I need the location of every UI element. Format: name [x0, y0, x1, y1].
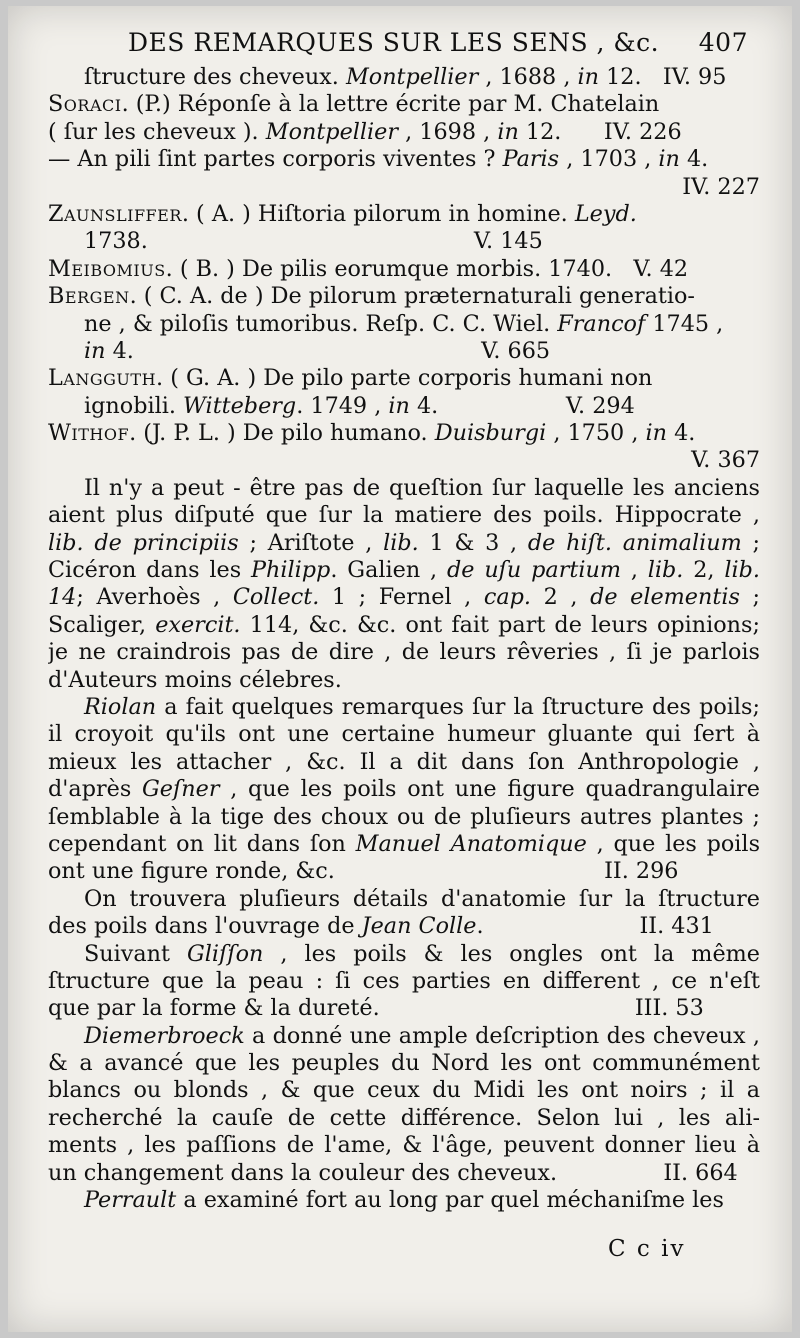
bibliography-line: [48, 420, 760, 447]
italic-text: cap.: [483, 584, 532, 611]
text-run: il croyoit qu'ils ont une certaine humeur gluante qui ſert à: [48, 721, 760, 748]
text-run: . ( B. ) De pilis eorumque morbis. 1740. V. 42: [165, 255, 689, 282]
text-run: . ( A. ) Hiſtoria pilorum in homine.: [181, 200, 575, 227]
text-run: a donné une ample deſcription des cheveux ,: [244, 1022, 760, 1049]
text-run: ſtructure des cheveux.: [84, 64, 346, 90]
text-run: . (J. P. L. ) De pilo humano.: [129, 420, 435, 447]
bibliography-line: [48, 119, 760, 146]
text-run: . ( C. A. de ) De pilorum præternaturali generatio-: [129, 283, 695, 310]
paragraph-line: [48, 804, 760, 831]
italic-text: Leyd.: [574, 200, 637, 227]
text-run: aient plus diſputé que ſur la matiere des poils. Hippocrate ,: [48, 502, 760, 529]
text-run: . II. 431: [476, 913, 714, 940]
paragraph-line: [48, 530, 760, 557]
author-name: Langguth: [48, 365, 157, 392]
text-run: 1 ; Fernel ,: [319, 584, 484, 611]
paragraph-line: [48, 1105, 760, 1132]
text-run: ;: [739, 584, 760, 611]
text-run: ignobili.: [84, 392, 184, 419]
text-run: ;: [741, 529, 760, 556]
italic-text: in: [84, 337, 106, 364]
text-run: V. 367: [691, 447, 760, 474]
paragraph-line: [48, 776, 760, 803]
text-run: 4. V. 294: [409, 392, 635, 419]
italic-text: Francof: [557, 310, 646, 337]
text-run: ; Ariſtote ,: [238, 529, 384, 556]
paragraph-line: [48, 612, 760, 639]
italic-text: Montpellier: [345, 64, 479, 90]
bibliography-line: [48, 174, 760, 201]
paragraph-line: [48, 721, 760, 748]
paragraph-line: [48, 858, 760, 885]
text-run: . ( G. A. ) De pilo parte corporis humani non: [156, 365, 653, 392]
paragraph-line: [48, 1050, 760, 1077]
text-run: Cicéron dans les: [48, 557, 252, 584]
paragraph-line: [48, 475, 760, 502]
italic-text: Philipp: [251, 557, 331, 584]
text-run: 1 & 3 ,: [418, 529, 528, 556]
paragraph-line: [48, 694, 760, 721]
italic-text: Montpellier: [265, 118, 399, 145]
bibliography-line: [48, 91, 760, 118]
italic-text: lib.: [383, 529, 419, 556]
italic-text: exercit.: [155, 611, 241, 638]
italic-text: in: [497, 118, 519, 145]
italic-text: Witteberg: [183, 392, 297, 419]
italic-text: 14: [48, 584, 77, 611]
text-run: des poils dans l'ouvrage de: [48, 913, 362, 940]
page-number: 407: [698, 28, 748, 57]
paragraph-line: [48, 831, 760, 858]
italic-text: Collect.: [232, 584, 320, 611]
italic-text: Perrault: [84, 1187, 177, 1214]
paragraph-line: [48, 968, 760, 995]
text-run: Suivant: [84, 940, 187, 967]
bibliography-line: [48, 283, 760, 310]
bibliography-line: [48, 64, 760, 91]
italic-text: Diemerbroeck: [84, 1022, 245, 1049]
paragraph-line: [48, 913, 760, 940]
text-run: 4. V. 665: [105, 337, 551, 364]
bibliography-line: [48, 393, 760, 420]
paragraph-line: [48, 502, 760, 529]
italic-text: Duisburgi: [434, 420, 547, 447]
paragraph-line: [48, 639, 760, 666]
text-run: d'Auteurs moins célebres.: [48, 666, 342, 693]
text-run: , 1750 ,: [546, 420, 646, 447]
running-header: [128, 28, 748, 64]
paragraph-line: [48, 667, 760, 694]
italic-text: Manuel Anatomique: [355, 830, 587, 857]
text-run: je ne craindrois pas de dire , de leurs rêveries , ſi je parlois: [48, 639, 760, 666]
text-run: ; Averhoès ,: [76, 584, 233, 611]
paragraph-line: [48, 584, 760, 611]
author-name: Withof: [48, 420, 130, 447]
running-title: DES REMARQUES SUR LES SENS , &c.: [128, 28, 660, 57]
text-run: , 1703 ,: [559, 146, 659, 173]
text-run: — An pili ſint partes corporis viventes ?: [48, 146, 503, 173]
text-run: , que les poils: [586, 830, 760, 857]
paragraph-line: [48, 749, 760, 776]
text-run: ſtructure que la peau : ſi ces parties en different , ce n'eſt: [48, 967, 760, 994]
page-body: [48, 64, 760, 1214]
text-run: cependant on lit dans ſon: [48, 830, 356, 857]
text-run: 2 ,: [531, 584, 591, 611]
paragraph-line: [48, 1023, 760, 1050]
bibliography-line: [48, 365, 760, 392]
text-run: 4.: [679, 146, 709, 173]
italic-text: Gliſſon: [186, 940, 264, 967]
italic-text: Jean Colle: [361, 913, 477, 940]
bibliography-line: [48, 447, 760, 474]
text-run: ont une figure ronde, &c. II. 296: [48, 858, 679, 885]
book-page: [8, 6, 792, 1332]
paragraph-line: [48, 1077, 760, 1104]
text-run: recherché la cauſe de cette différence. Selon lui , les ali-: [48, 1104, 760, 1131]
text-run: On trouvera pluſieurs détails d'anatomie ſur la ſtructure: [84, 885, 760, 912]
paragraph-line: [48, 1160, 760, 1187]
paragraph-line: [48, 1132, 760, 1159]
text-run: & a avancé que les peuples du Nord les ont communément: [48, 1050, 760, 1077]
bibliography-line: [48, 338, 760, 365]
text-run: ments , les paſſions de l'ame, & l'âge, peuvent donner lieu à: [48, 1132, 760, 1159]
text-run: IV. 227: [682, 173, 760, 200]
italic-text: Riolan: [84, 693, 157, 720]
text-run: un changement dans la couleur des cheveux. II. 664: [48, 1159, 738, 1186]
text-run: . 1749 ,: [296, 392, 389, 419]
text-run: , les poils & les ongles ont la même: [263, 940, 760, 967]
author-name: Soraci: [48, 91, 122, 118]
text-run: 12. IV. 95: [599, 64, 727, 90]
bibliography-line: [48, 201, 760, 228]
paragraph-line: [48, 1187, 760, 1214]
text-run: mieux les attacher , &c. Il a dit dans ſon Anthropologie ,: [48, 748, 760, 775]
text-run: blancs ou blonds , & que ceux du Midi les ont noirs ; il a: [48, 1077, 760, 1104]
paragraph-line: [48, 557, 760, 584]
italic-text: in: [388, 392, 410, 419]
text-run: , 1698 ,: [398, 118, 498, 145]
text-run: ne , & piloſis tumoribus. Reſp. C. C. Wiel.: [84, 310, 558, 337]
text-run: d'après: [48, 776, 142, 803]
italic-text: de uſu partium: [447, 557, 621, 584]
text-run: a examiné fort au long par quel méchaniſme les: [176, 1187, 724, 1214]
italic-text: Paris: [502, 146, 560, 173]
text-run: , 1688 ,: [478, 64, 578, 90]
italic-text: Geſner: [142, 776, 220, 803]
italic-text: lib. de principiis: [48, 529, 239, 556]
italic-text: lib.: [647, 557, 684, 584]
bibliography-line: [48, 256, 760, 283]
text-run: , que les poils ont une figure quadrangulaire: [219, 776, 760, 803]
author-name: Meibomius: [48, 255, 166, 282]
italic-text: in: [658, 146, 680, 173]
text-run: a fait quelques remarques ſur la ſtructure des poils;: [156, 693, 760, 720]
text-run: ( ſur les cheveux ).: [48, 118, 266, 145]
bibliography-line: [48, 228, 760, 255]
paragraph-line: [48, 886, 760, 913]
paragraph-line: [48, 941, 760, 968]
italic-text: in: [577, 64, 600, 90]
text-run: Scaliger,: [48, 611, 156, 638]
author-name: Bergen: [48, 283, 130, 310]
text-run: ſemblable à la tige des choux ou de pluſieurs autres plantes ;: [48, 803, 760, 830]
bibliography-line: [48, 311, 760, 338]
text-run: Il n'y a peut - être pas de queſtion ſur laquelle les anciens: [84, 474, 760, 501]
text-run: 1738. V. 145: [84, 228, 543, 255]
italic-text: de elementis: [590, 584, 740, 611]
text-run: ,: [620, 557, 648, 584]
italic-text: in: [645, 420, 668, 447]
text-run: . (P.) Réponſe à la lettre écrite par M. Chatelain: [121, 91, 660, 118]
bibliography-line: [48, 146, 760, 173]
text-run: 114, &c. &c. ont fait part de leurs opinions;: [240, 611, 760, 638]
paragraph-line: [48, 995, 760, 1022]
text-run: 4.: [667, 420, 696, 447]
text-run: que par la forme & la dureté. III. 53: [48, 995, 704, 1022]
italic-text: lib.: [724, 557, 760, 584]
text-run: 12. IV. 226: [518, 118, 682, 145]
signature-mark: C c iv: [608, 1236, 686, 1262]
author-name: Zaunsliffer: [48, 200, 182, 227]
italic-text: de hiſt. animalium: [527, 529, 742, 556]
text-run: . Galien ,: [330, 557, 447, 584]
text-run: 1745 ,: [645, 310, 724, 337]
text-run: 2,: [683, 557, 725, 584]
